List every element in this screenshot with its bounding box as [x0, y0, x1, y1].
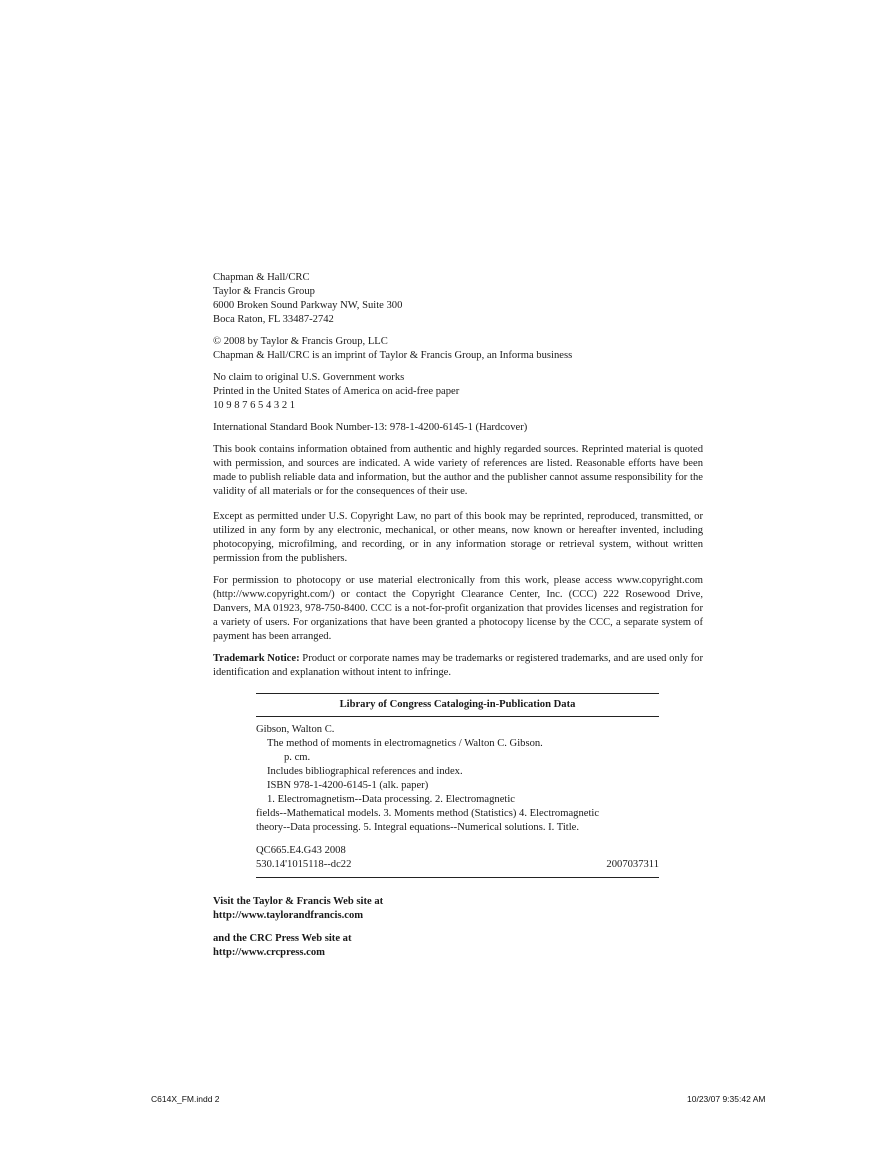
printing-line: 10 9 8 7 6 5 4 3 2 1 — [213, 400, 296, 411]
cip-subjects: fields--Mathematical models. 3. Moments method (Statistics) 4. Electromagnetic — [256, 808, 600, 819]
isbn-line: International Standard Book Number-13: 978-1-4200-6145-1 (Hardcover) — [213, 422, 528, 433]
cip-author: Gibson, Walton C. — [256, 724, 335, 735]
printing-info — [213, 371, 703, 413]
footer-timestamp: 10/23/07 9:35:42 AM — [687, 1094, 766, 1104]
publisher-line: 6000 Broken Sound Parkway NW, Suite 300 — [213, 300, 403, 311]
cip-isbn: ISBN 978-1-4200-6145-1 (alk. paper) — [267, 780, 429, 791]
cip-dewey: 530.14'1015118--dc22 — [256, 859, 352, 870]
cip-heading: Library of Congress Cataloging-in-Publication Data — [256, 694, 659, 717]
tf-website-label: Visit the Taylor & Francis Web site at — [213, 896, 384, 907]
trademark-label: Trademark Notice: — [213, 653, 300, 664]
copyright-page — [213, 271, 703, 969]
cip-subjects: theory--Data processing. 5. Integral equations--Numerical solutions. I. Title. — [256, 822, 580, 833]
publisher-address — [213, 271, 703, 327]
copyright-notice — [213, 335, 703, 363]
copyright-law-paragraph: Except as permitted under U.S. Copyright Law, no part of this book may be reprinted, reproduced, transmitted, or utilized in any form by any electronic, mechanical, or other means, now known or hereafter invented, including photocopying, microfilming, and recording, or in any information storage or retrieval system, without written permission from the publishers. — [213, 511, 703, 564]
cip-number-row — [256, 858, 659, 872]
printing-line: Printed in the United States of America on acid-free paper — [213, 386, 460, 397]
crc-website-url[interactable]: http://www.crcpress.com — [213, 947, 326, 958]
crc-website-label: and the CRC Press Web site at — [213, 933, 352, 944]
cip-lccn: 2007037311 — [606, 859, 659, 870]
publisher-line: Taylor & Francis Group — [213, 286, 315, 297]
info-paragraph: This book contains information obtained from authentic and highly regarded sources. Reprinted material is quoted with permission, and sources are indicated. A wide variety of references are listed. Reasonable efforts have been made to publish reliable data and information, but the author and the publisher cannot assume responsibility for the validity of all materials or for the consequences of their use. — [213, 444, 703, 497]
copyright-line: Chapman & Hall/CRC is an imprint of Taylor & Francis Group, an Informa business — [213, 350, 573, 361]
permission-paragraph: For permission to photocopy or use material electronically from this work, please access www.copyright.com (http://www.copyright.com/) or contact the Copyright Clearance Center, Inc. (CCC) 222 Rosewood Drive, Danvers, MA 01923, 978-750-8400. CCC is a not-for-profit organization that provides licenses and registration for a variety of users. For organizations that have been granted a photocopy license by the CCC, a separate system of payment has been arranged. — [213, 575, 703, 642]
trademark-text: Product or corporate names may be trademarks or registered trademarks, and are used only for identification and explanation without intent to infringe. — [213, 653, 704, 678]
trademark-notice — [213, 652, 703, 680]
cip-title: The method of moments in electromagnetics / Walton C. Gibson. — [267, 738, 543, 749]
cip-bibliography: Includes bibliographical references and index. — [267, 766, 463, 777]
tf-website — [213, 895, 703, 923]
printing-line: No claim to original U.S. Government works — [213, 372, 405, 383]
cip-block — [256, 693, 659, 878]
tf-website-url[interactable]: http://www.taylorandfrancis.com — [213, 910, 364, 921]
web-sites — [213, 895, 703, 960]
cip-bottom-rule — [256, 877, 659, 878]
copyright-line: © 2008 by Taylor & Francis Group, LLC — [213, 336, 388, 347]
publisher-line: Boca Raton, FL 33487-2742 — [213, 314, 334, 325]
cip-call-number: QC665.E4.G43 2008 — [256, 845, 346, 856]
publisher-line: Chapman & Hall/CRC — [213, 272, 310, 283]
footer-file-name: C614X_FM.indd 2 — [151, 1094, 220, 1104]
cip-body — [256, 717, 659, 872]
cip-pcm: p. cm. — [284, 752, 311, 763]
crc-website — [213, 932, 703, 960]
cip-subjects: 1. Electromagnetism--Data processing. 2. Electromagnetic — [267, 794, 515, 805]
